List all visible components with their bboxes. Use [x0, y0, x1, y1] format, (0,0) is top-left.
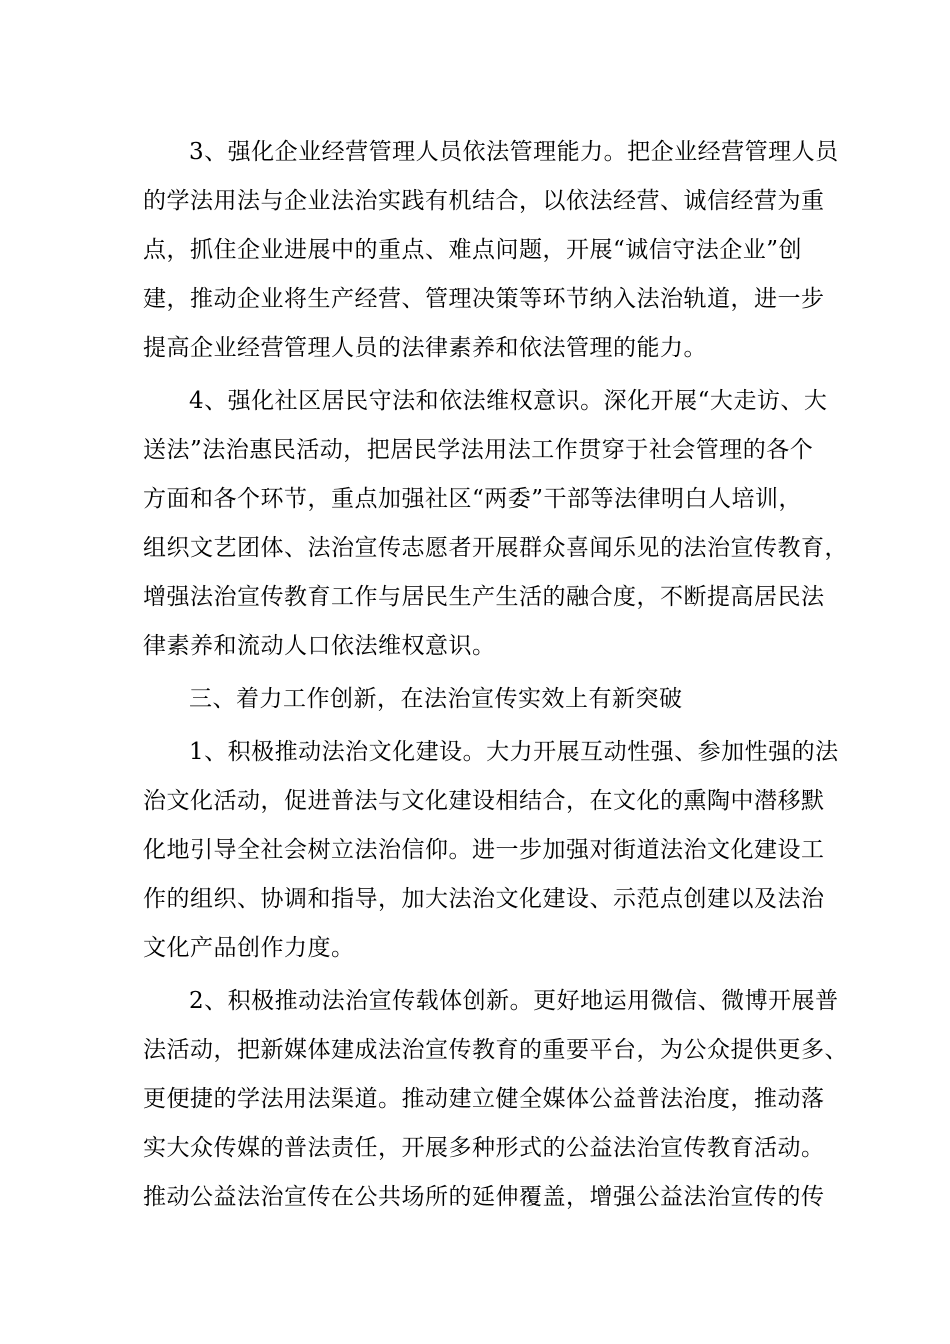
- text-line: 作的组织、协调和指导，加大法治文化建设、示范点创建以及法治: [143, 886, 825, 912]
- text-line: 推动公益法治宣传在公共场所的延伸覆盖，增强公益法治宣传的传: [143, 1184, 825, 1210]
- section-heading: [143, 675, 815, 724]
- paragraph-enterprise-management: [143, 128, 839, 373]
- text-line: 化地引导全社会树立法治信仰。进一步加强对街道法治文化建设工: [143, 837, 825, 863]
- text-line: 点，抓住企业进展中的重点、难点问题，开展“诚信守法企业”创: [143, 237, 803, 263]
- text-line: 提高企业经营管理人员的法律素养和依法管理的能力。: [143, 335, 707, 361]
- text-line: 4、强化社区居民守法和依法维权意识。深化开展“大走访、大: [189, 388, 828, 414]
- text-line: 法活动，把新媒体建成法治宣传教育的重要平台，为公众提供更多、: [143, 1037, 848, 1063]
- text-line: 增强法治宣传教育工作与居民生产生活的融合度，不断提高居民法: [143, 584, 825, 610]
- text-line: 1、积极推动法治文化建设。大力开展互动性强、参加性强的法: [189, 739, 839, 765]
- paragraph-legal-culture: [143, 728, 839, 973]
- text-line: 的学法用法与企业法治实践有机结合，以依法经营、诚信经营为重: [143, 188, 825, 214]
- paragraph-media-innovation: [143, 977, 848, 1222]
- text-line: 建，推动企业将生产经营、管理决策等环节纳入法治轨道，进一步: [143, 286, 825, 312]
- text-line: 组织文艺团体、法治宣传志愿者开展群众喜闻乐见的法治宣传教育，: [143, 535, 848, 561]
- text-line: 方面和各个环节，重点加强社区“两委”干部等法律明白人培训，: [143, 486, 803, 512]
- heading-line: 三、着力工作创新，在法治宣传实效上有新突破: [189, 686, 683, 712]
- text-line: 2、积极推动法治宣传载体创新。更好地运用微信、微博开展普: [189, 988, 839, 1014]
- text-line: 3、强化企业经营管理人员依法管理能力。把企业经营管理人员: [189, 139, 839, 165]
- text-line: 律素养和流动人口依法维权意识。: [143, 633, 496, 659]
- paragraph-community-residents: [143, 377, 848, 671]
- text-line: 实大众传媒的普法责任，开展多种形式的公益法治宣传教育活动。: [143, 1135, 825, 1161]
- text-line: 治文化活动，促进普法与文化建设相结合，在文化的熏陶中潜移默: [143, 788, 825, 814]
- text-line: 更便捷的学法用法渠道。推动建立健全媒体公益普法治度，推动落: [143, 1086, 825, 1112]
- text-line: 送法”法治惠民活动，把居民学法用法工作贯穿于社会管理的各个: [143, 437, 814, 463]
- text-line: 文化产品创作力度。: [143, 935, 355, 961]
- document-body: [143, 128, 848, 1222]
